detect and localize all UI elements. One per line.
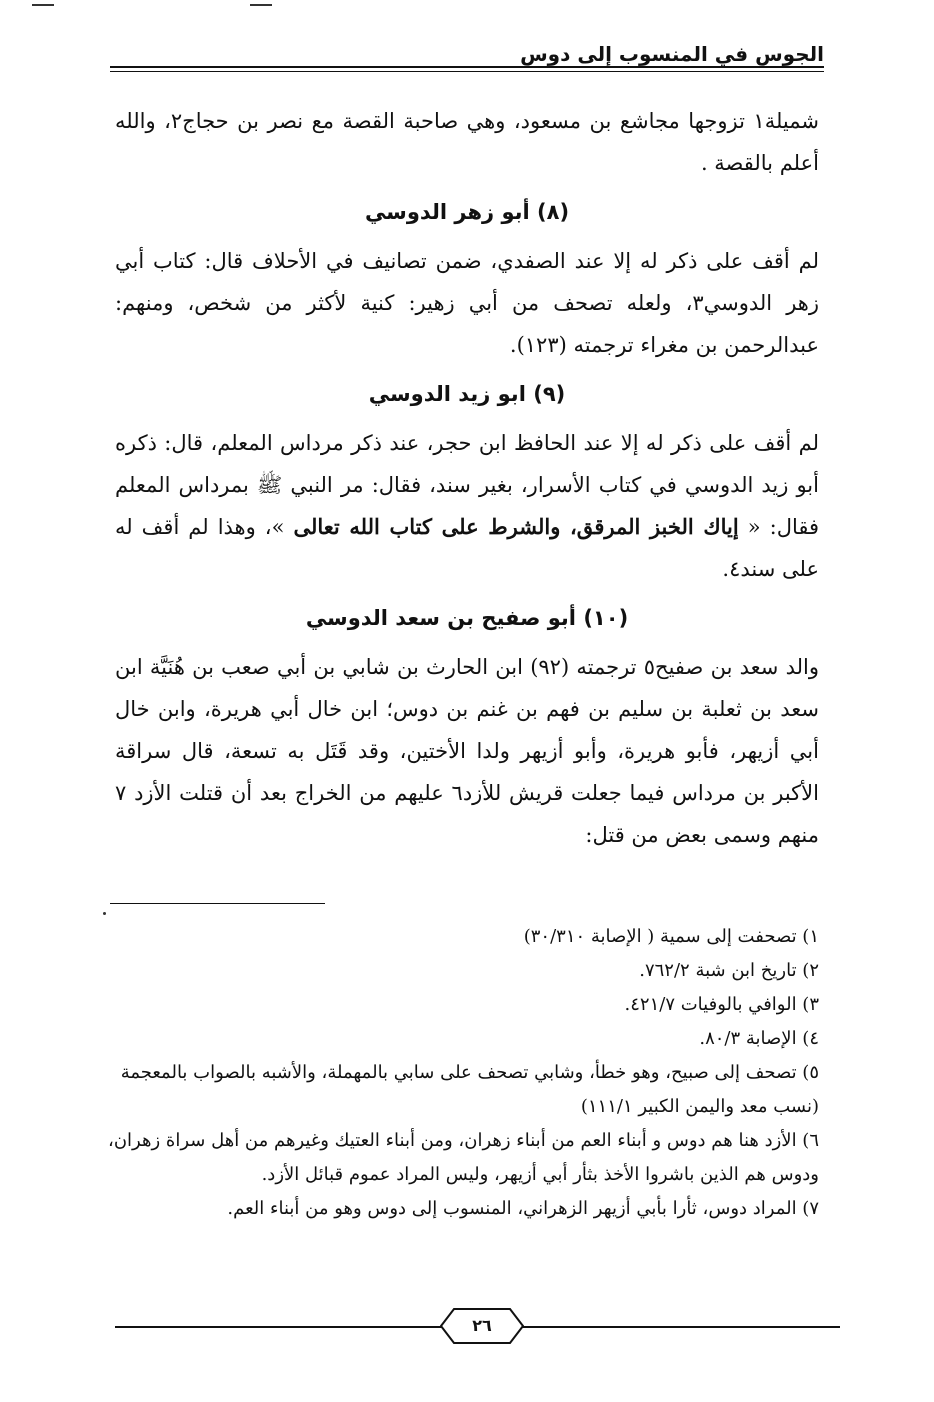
footnote-separator — [110, 903, 325, 904]
page-number: ٢٦ — [472, 1316, 492, 1335]
stray-mark — [103, 912, 106, 915]
footer-rule — [520, 1326, 840, 1328]
paragraph-text: »، وهذا لم أقف له على سند٤. — [115, 515, 819, 581]
paragraph: شميلة١ تزوجها مجاشع بن مسعود، وهي صاحبة القصة مع نصر بن حجاج٢، والله أعلم بالقصة . — [115, 109, 819, 175]
footnotes — [105, 920, 819, 1226]
footnote: ٤) الإصابة ٨٠/٣. — [699, 1028, 819, 1049]
header-rule — [110, 71, 824, 72]
paragraph: لم أقف على ذكر له إلا عند الصفدي، ضمن تصانيف في الأحلاف قال: كتاب أبي زهر الدوسي٣، ولعله تصحف من أبي زهير: كنية لأكثر من شخص، ومنهم: عبدالرحمن بن مغراء ترجمته (١٢٣). — [115, 249, 819, 357]
top-mark — [250, 4, 272, 6]
running-title: الجوس في المنسوب إلى دوس — [520, 42, 824, 66]
hadith-quote: إياك الخبز المرقق، والشرط على كتاب الله تعالى — [293, 514, 739, 539]
section-heading: (٩) ابو زيد الدوسي — [368, 382, 566, 406]
footnote: ٢) تاريخ ابن شبة ٧٦٢/٢. — [639, 960, 819, 981]
section-heading: (١٠) أبو صفيح بن سعد الدوسي — [305, 606, 629, 630]
footnote: ١) تصحفت إلى سمية ( الإصابة ٣٠/٣١٠) — [523, 926, 819, 947]
footnote: ٥) تصحف إلى صبيح، وهو خطأ، وشابي تصحف على سابي بالمهملة، والأشبه بالصواب بالمعجمة (نسب معد واليمن الكبير ١١١/١) — [120, 1062, 819, 1117]
paragraph: والد سعد بن صفيح٥ ترجمته (٩٢) ابن الحارث بن شابي بن أبي صعب بن هُنَيَّة ابن سعد بن ثعلبة بن سليم بن فهم بن غنم بن دوس؛ ابن خال أبي هريرة، وابن خال أبي أزيهر، فأبو هريرة، وأبو أزيهر ولدا الأختين، وقد قَتَل به تسعة، قال سراقة الأكبر بن مرداس فيما جعلت قريش للأزد٦ عليهم من الخراج بعد أن قتلت الأزد ٧ منهم وسمى بعض من قتل: — [115, 655, 819, 847]
section-heading: (٨) أبو زهر الدوسي — [364, 200, 570, 224]
header-rule — [110, 66, 824, 68]
footer-rule — [115, 1326, 445, 1328]
paragraph-text: لم أقف على ذكر له إلا عند الحافظ ابن حجر، عند ذكر مرداس المعلم، قال: ذكره أبو زيد الدوسي في كتاب الأسرار، بغير سند، فقال: مر النبي ﷺ بمرداس المعلم فقال: « — [115, 431, 820, 539]
footnote: ٣) الوافي بالوفيات ٤٢١/٧. — [624, 994, 819, 1015]
footnote: ٦) الأزد هنا هم دوس و أبناء العم من أبناء زهران، ومن أبناء العتيك وغيرهم من أهل سراة زهران، ودوس هم الذين باشروا الأخذ بثأر أبي أزيهر، وليس المراد عموم قبائل الأزد. — [108, 1130, 819, 1185]
main-text — [115, 100, 819, 856]
footnote: ٧) المراد دوس، ثأرا بأبي أزيهر الزهراني، المنسوب إلى دوس وهو من أبناء العم. — [227, 1198, 819, 1219]
top-mark — [32, 4, 54, 6]
paragraph — [115, 422, 819, 590]
